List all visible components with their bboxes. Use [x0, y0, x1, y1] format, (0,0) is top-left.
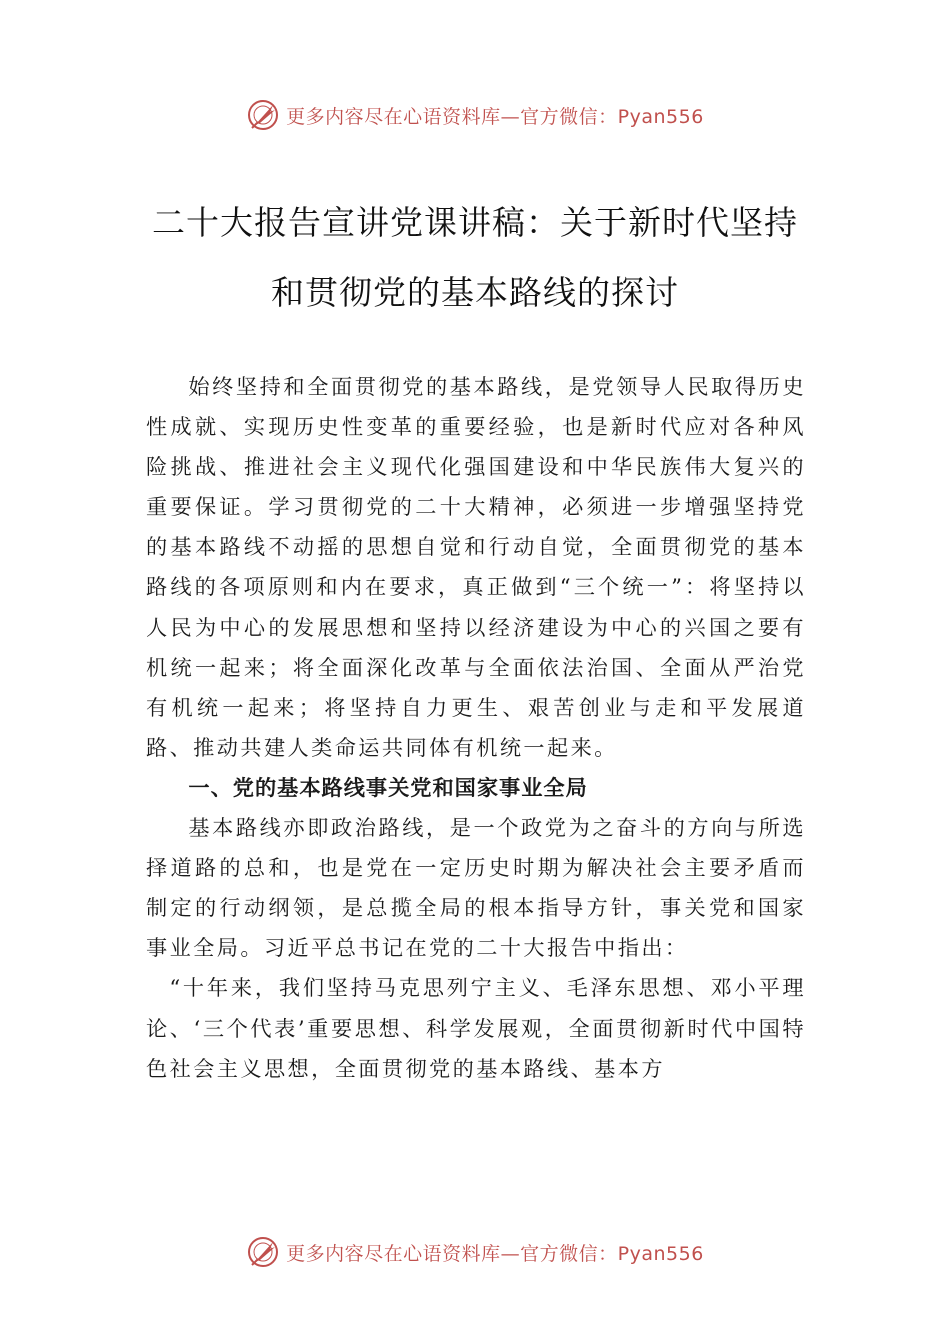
document-body — [146, 367, 806, 1089]
header-watermark — [0, 95, 950, 135]
watermark-text: 更多内容尽在心语资料库—官方微信：Pyan556 — [286, 105, 704, 128]
section-heading: 一、党的基本路线事关党和国家事业全局 — [188, 774, 588, 800]
intro-paragraph: 始终坚持和全面贯彻党的基本路线，是党领导人民取得历史性成就、实现历史性变革的重要经验，也是新时代应对各种风险挑战、推进社会主义现代化强国建设和中华民族伟大复兴的重要保证。学习贯彻党的二十大精神，必须进一步增强坚持党的基本路线不动摇的思想自觉和行动自觉，全面贯彻党的基本路线的各项原则和内在要求，真正做到“三个统一”：将坚持以人民为中心的发展思想和坚持以经济建设为中心的兴国之要有机统一起来；将全面深化改革与全面依法治国、全面从严治党有机统一起来；将坚持自力更生、艰苦创业与走和平发展道路、推动共建人类命运共同体有机统一起来。 — [146, 374, 806, 760]
quote-paragraph: “十年来，我们坚持马克思列宁主义、毛泽东思想、邓小平理论、‘三个代表’重要思想、科学发展观，全面贯彻新时代中国特色社会主义思想，全面贯彻党的基本路线、基本方 — [146, 975, 806, 1081]
footer-watermark — [0, 1232, 950, 1272]
section-paragraph: 基本路线亦即政治路线，是一个政党为之奋斗的方向与所选择道路的总和，也是党在一定历史时期为解决社会主要矛盾而制定的行动纲领，是总揽全局的根本指导方针，事关党和国家事业全局。习近平总书记在党的二十大报告中指出： — [146, 815, 806, 961]
document-title: 二十大报告宣讲党课讲稿：关于新时代坚持和贯彻党的基本路线的探讨 — [152, 203, 798, 312]
watermark-text: 更多内容尽在心语资料库—官方微信：Pyan556 — [286, 1242, 704, 1265]
quill-seal-icon — [246, 1235, 280, 1269]
quill-seal-icon — [246, 98, 280, 132]
